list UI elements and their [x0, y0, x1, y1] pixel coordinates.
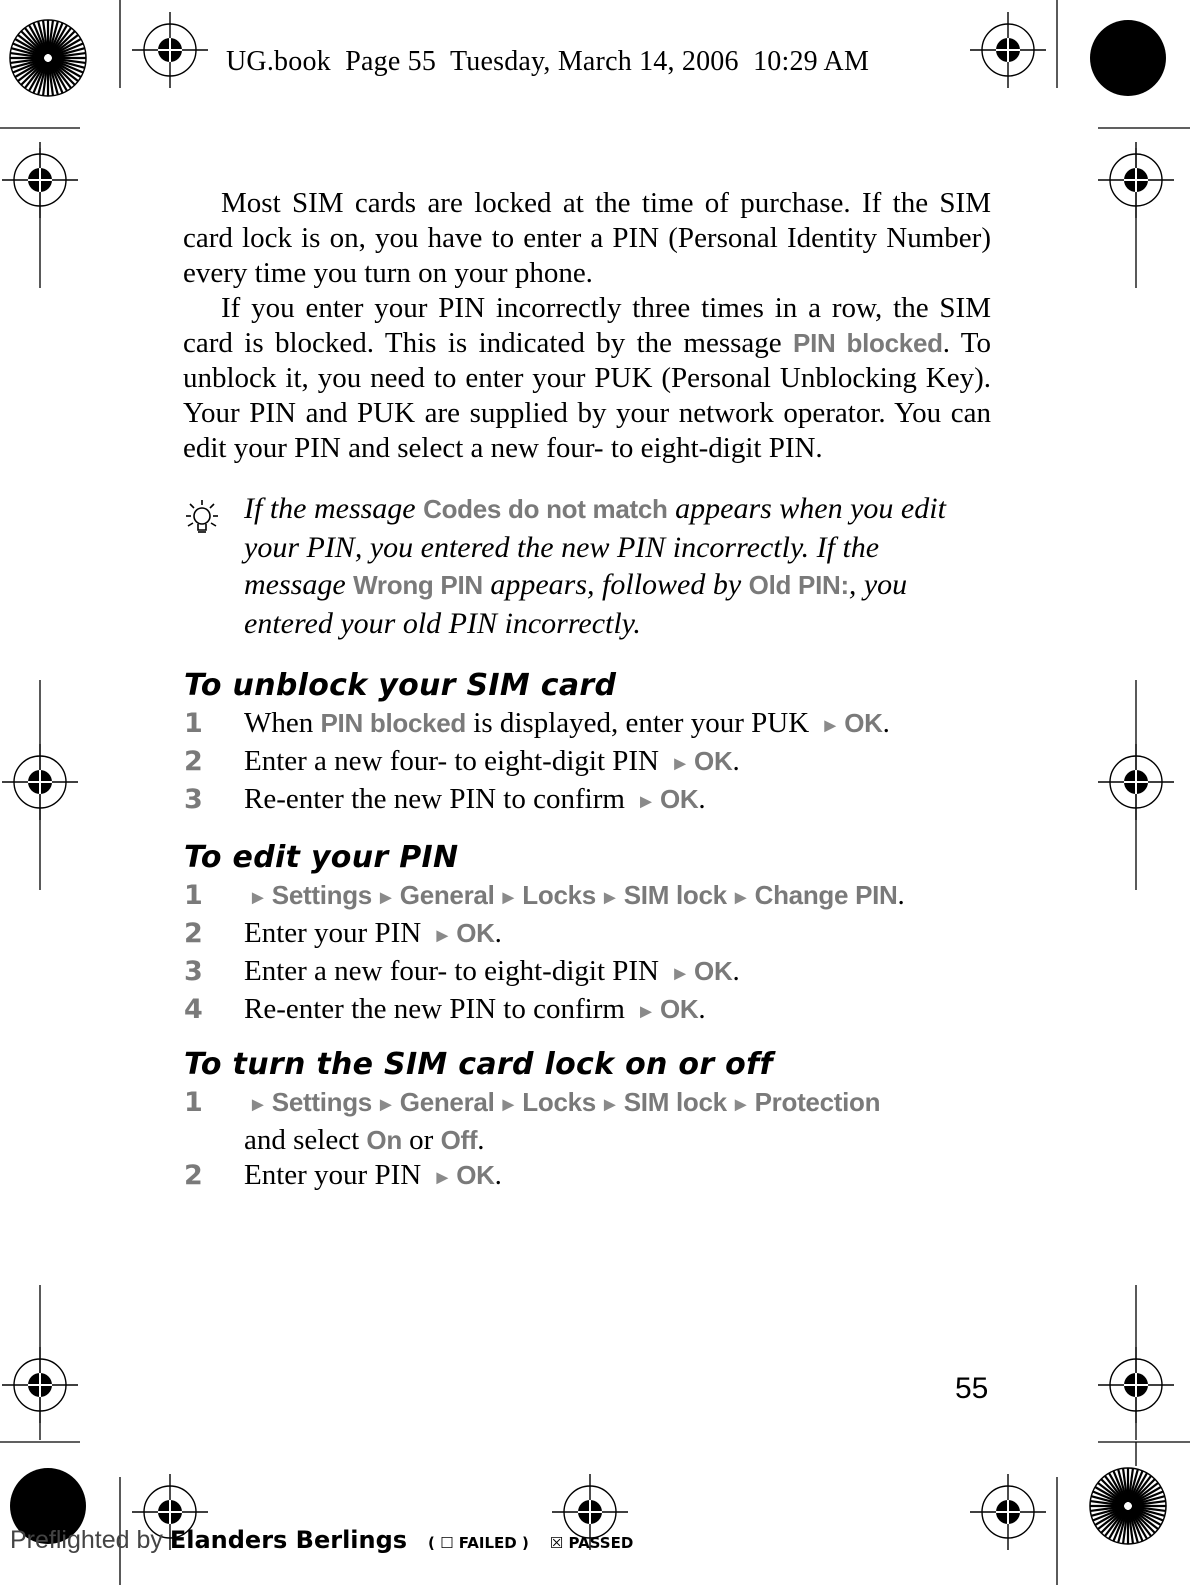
page-header: UG.book Page 55 Tuesday, March 14, 2006 10:29 AM — [226, 46, 870, 77]
menu-protection: Protection — [754, 1087, 881, 1117]
ok-softkey: OK — [659, 784, 699, 814]
menu-sim-lock: SIM lock — [623, 880, 727, 910]
sim-lock-toggle-heading: To turn the SIM card lock on or off — [184, 1047, 773, 1082]
starburst-bottom-right-icon — [1090, 1468, 1166, 1544]
lightbulb-tip-icon — [180, 496, 224, 545]
step-number: 4 — [184, 994, 203, 1025]
step-number: 1 — [184, 1087, 203, 1118]
ok-softkey: OK — [694, 956, 733, 986]
list-item: 1 ► Settings ► General ► Locks ► SIM lock ► Change PIN. — [184, 878, 1004, 916]
registration-mark-icon — [2, 744, 78, 820]
tip-note: If the message Codes do not match appears when you edit your PIN, you entered the new PIN incorrectly. If the message Wrong PIN appears, followed by Old PIN:, you entered your old PIN incorrectly. — [244, 492, 946, 640]
edit-pin-heading: To edit your PIN — [184, 840, 459, 875]
wrong-pin-message: Wrong PIN — [353, 570, 483, 600]
registration-mark-icon — [2, 1347, 78, 1423]
menu-change-pin: Change PIN — [754, 880, 898, 910]
step-number: 1 — [184, 708, 203, 739]
intro-text — [183, 186, 991, 466]
edit-pin-steps — [184, 878, 1004, 1030]
registration-mark-icon — [970, 12, 1046, 88]
registration-mark-icon — [2, 142, 78, 218]
step-number: 1 — [184, 880, 203, 911]
registration-mark-icon — [132, 12, 208, 88]
ok-softkey: OK — [844, 708, 883, 738]
menu-sim-lock: SIM lock — [623, 1087, 727, 1117]
arrow-right-icon: ► — [636, 791, 656, 813]
list-item: 1 When PIN blocked is displayed, enter your PUK ► OK. — [184, 706, 1004, 744]
passed-status: ☒ PASSED — [549, 1534, 634, 1552]
failed-status: ( ☐ FAILED ) — [428, 1534, 529, 1552]
option-off: Off — [440, 1125, 478, 1155]
intro-paragraph-2: If you enter your PIN incorrectly three times in a row, the SIM card is blocked. This is indicated by the message PIN blocked. To unblock it, you need to enter your PUK (Personal Unblocking Key). Your PIN and PUK are supplied by your network operator. You can edit your PIN and select a new four- to eight-digit PIN. — [183, 292, 991, 464]
unblock-heading: To unblock your SIM card — [184, 668, 617, 703]
arrow-right-icon: ► — [730, 1094, 751, 1116]
menu-settings: Settings — [271, 1087, 372, 1117]
starburst-top-left-icon — [10, 20, 86, 96]
list-item: 2 Enter your PIN ► OK. — [184, 916, 1004, 954]
menu-locks: Locks — [522, 1087, 596, 1117]
list-item: 2 Enter a new four- to eight-digit PIN ► OK. — [184, 744, 1004, 782]
arrow-right-icon: ► — [670, 753, 691, 775]
menu-settings: Settings — [271, 880, 372, 910]
arrow-right-icon: ► — [432, 925, 453, 947]
arrow-right-icon: ► — [636, 1001, 656, 1023]
arrow-right-icon: ► — [248, 1094, 268, 1116]
list-item: 3 Enter a new four- to eight-digit PIN ► OK. — [184, 954, 1004, 992]
preflight-footer — [10, 1526, 633, 1555]
menu-general: General — [399, 1087, 495, 1117]
ok-softkey: OK — [456, 918, 495, 948]
registration-mark-icon — [970, 1474, 1046, 1550]
intro-paragraph-1: Most SIM cards are locked at the time of purchase. If the SIM card lock is on, you have to enter a PIN (Personal Identity Number) every time you turn on your phone. — [183, 187, 991, 289]
step-number: 2 — [184, 918, 203, 949]
dark-disc-top-right-icon — [1090, 20, 1166, 96]
old-pin-message: Old PIN: — [748, 570, 849, 600]
step-number: 2 — [184, 746, 203, 777]
pin-blocked-message: PIN blocked — [793, 328, 943, 358]
arrow-right-icon: ► — [375, 887, 396, 909]
arrow-right-icon: ► — [599, 1094, 620, 1116]
list-item: 1 ► Settings ► General ► Locks ► SIM lock ► Protection and select On or Off. — [184, 1087, 881, 1156]
ok-softkey: OK — [694, 746, 733, 776]
arrow-right-icon: ► — [498, 1094, 519, 1116]
registration-mark-icon — [1098, 744, 1174, 820]
arrow-right-icon: ► — [670, 963, 691, 985]
arrow-right-icon: ► — [498, 887, 519, 909]
registration-mark-icon — [1098, 1347, 1174, 1423]
list-item: 2 Enter your PIN ► OK. — [184, 1158, 1004, 1196]
unblock-steps — [184, 706, 1004, 820]
registration-mark-icon — [1098, 142, 1174, 218]
ok-softkey: OK — [456, 1160, 495, 1190]
list-item: 3 Re-enter the new PIN to confirm ► OK. — [184, 782, 1004, 820]
page-number: 55 — [955, 1372, 989, 1405]
arrow-right-icon: ► — [820, 715, 841, 737]
step-number: 2 — [184, 1160, 203, 1191]
ok-softkey: OK — [659, 994, 699, 1024]
sim-lock-steps — [184, 1085, 1004, 1196]
menu-locks: Locks — [522, 880, 596, 910]
elanders-berlings-logo: Elanders Berlings — [169, 1526, 408, 1554]
arrow-right-icon: ► — [432, 1167, 453, 1189]
menu-general: General — [399, 880, 495, 910]
codes-do-not-match-message: Codes do not match — [423, 494, 668, 524]
pin-blocked-message: PIN blocked — [320, 708, 467, 738]
arrow-right-icon: ► — [730, 887, 751, 909]
option-on: On — [366, 1125, 402, 1155]
arrow-right-icon: ► — [375, 1094, 396, 1116]
list-item: 4 Re-enter the new PIN to confirm ► OK. — [184, 992, 1004, 1030]
step-number: 3 — [184, 784, 203, 815]
arrow-right-icon: ► — [248, 887, 268, 909]
step-number: 3 — [184, 956, 203, 987]
preflighted-label: Preflighted by — [10, 1526, 163, 1554]
arrow-right-icon: ► — [599, 887, 620, 909]
